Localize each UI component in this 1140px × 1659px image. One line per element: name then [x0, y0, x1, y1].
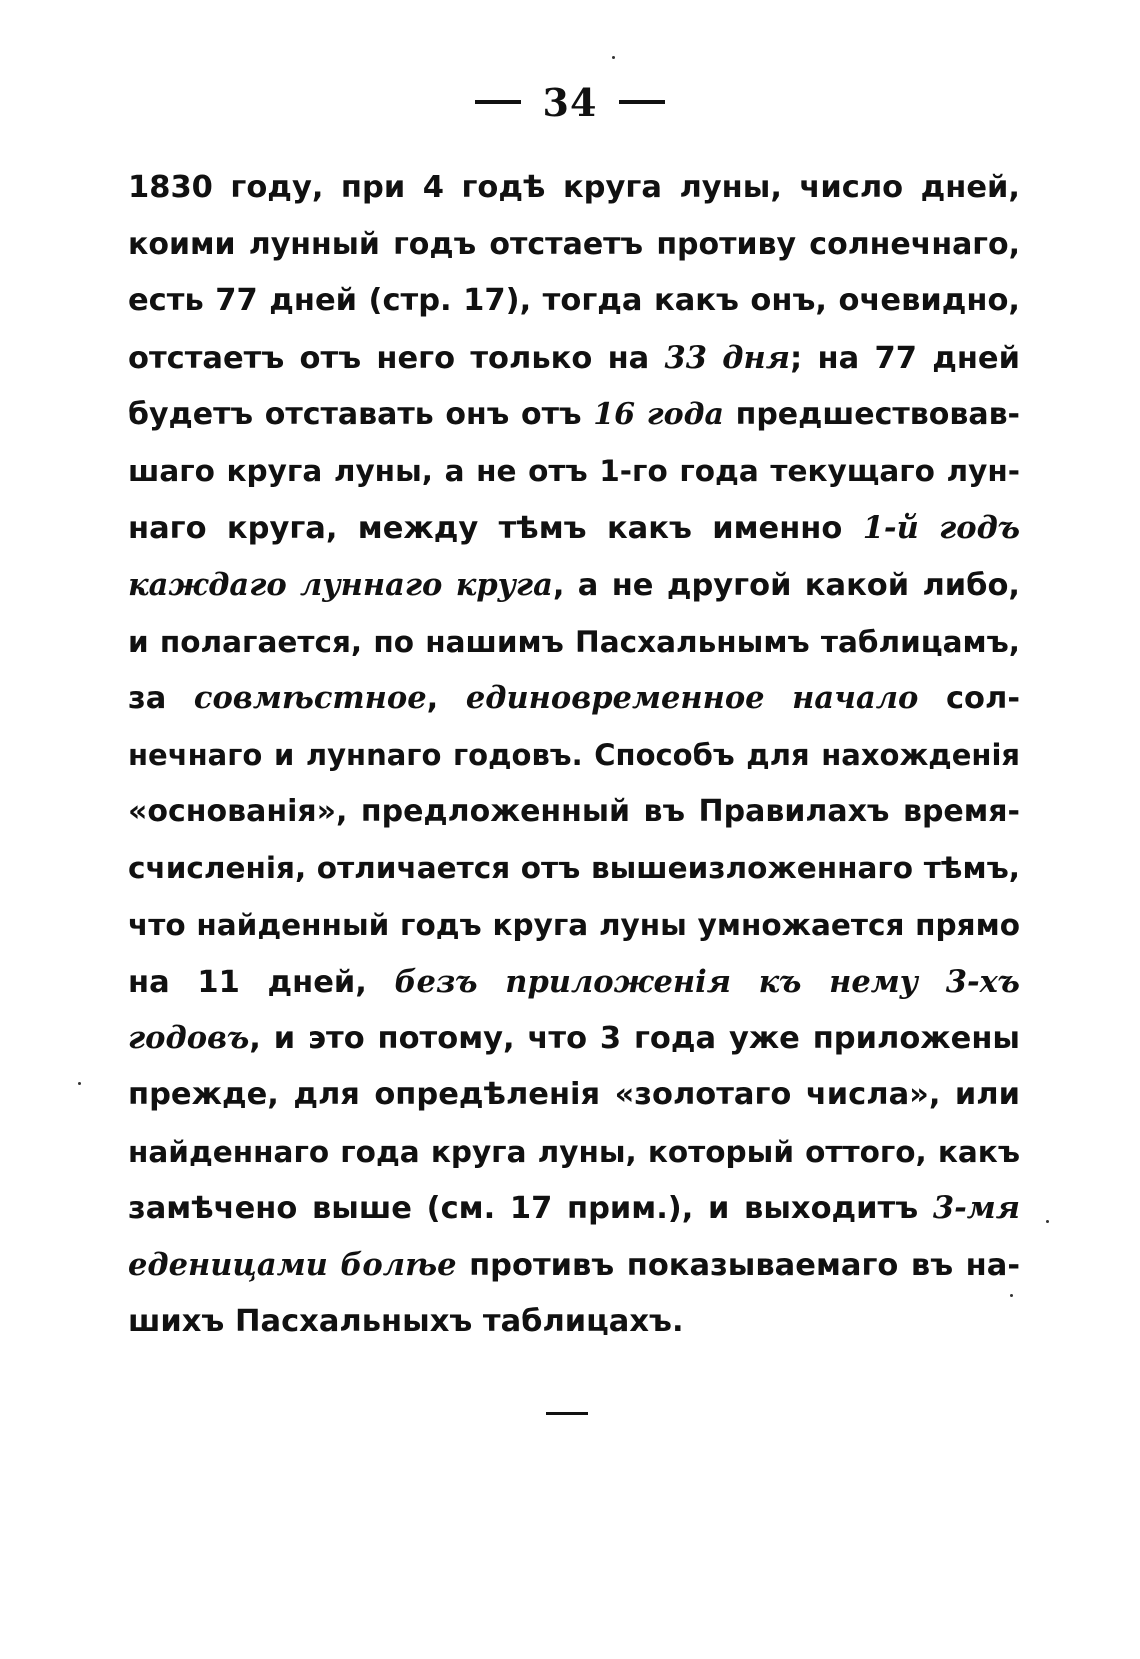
- text-line: [128, 443, 1020, 500]
- text-run: на 11 дней,: [128, 964, 395, 1000]
- print-speck: [1010, 1294, 1013, 1297]
- italic-text: 16 года: [593, 396, 724, 432]
- text-line: [128, 670, 1020, 727]
- text-line: [128, 727, 1020, 784]
- text-run: предшествовав-: [723, 396, 1020, 432]
- text-run: отстаетъ отъ него только на: [128, 341, 665, 377]
- italic-text: единовременное начало: [465, 680, 919, 717]
- text-run: и полагается, по нашимъ Пасхальнымъ таблицамъ,: [128, 624, 1020, 659]
- italic-text: каждаго луннаго круга: [128, 566, 553, 603]
- text-run: шаго круга луны, а не отъ 1-го года текущаго лун-: [128, 454, 1020, 489]
- end-rule: [546, 1412, 588, 1415]
- text-run: коими лунный годъ отстаетъ противу солнечнаго,: [128, 226, 1020, 262]
- italic-text: еденицами болѣе: [128, 1247, 457, 1284]
- text-line: [128, 273, 1020, 330]
- italic-text: совмѣстное: [193, 680, 427, 717]
- text-run: счисленія, отличается отъ вышеизложеннаго тѣмъ,: [128, 851, 1020, 886]
- text-line: [128, 557, 1020, 614]
- text-run: за: [128, 681, 194, 717]
- italic-text: годовъ: [128, 1020, 250, 1057]
- text-line: [128, 387, 1020, 444]
- text-run: есть 77 дней (стр. 17), тогда какъ онъ, очевидно,: [128, 283, 1020, 319]
- text-line: [128, 1067, 1020, 1124]
- print-speck: [612, 56, 615, 59]
- header-dash-right: [619, 100, 665, 104]
- text-run: «основанія», предложенный въ Правилахъ время-: [128, 793, 1020, 829]
- text-run: шихъ Пасхальныхъ таблицахъ.: [128, 1303, 684, 1339]
- text-run: противъ показываемаго въ на-: [456, 1248, 1020, 1284]
- text-line: [128, 840, 1020, 897]
- text-line: [128, 1180, 1020, 1237]
- text-line: [128, 614, 1020, 671]
- print-speck: [78, 1082, 81, 1085]
- text-run: ; на 77 дней: [790, 341, 1020, 377]
- text-run: , и это потому, что 3 года уже приложены: [249, 1021, 1020, 1057]
- italic-text: 1-й годъ: [862, 510, 1020, 547]
- text-run: нечнаго и лунnаго годовъ. Способъ для нахожденія: [128, 737, 1020, 772]
- italic-text: безъ приложенія къ нему 3-хъ: [394, 963, 1020, 1000]
- italic-text: 3-мя: [932, 1190, 1020, 1227]
- text-line: [128, 1237, 1020, 1294]
- text-line: [128, 1294, 1020, 1351]
- text-run: наго круга, между тѣмъ какъ именно: [128, 511, 863, 547]
- page-header: [0, 72, 1140, 132]
- print-speck: [1046, 1220, 1049, 1223]
- text-run: сол-: [918, 681, 1020, 717]
- text-line: [128, 1124, 1020, 1181]
- text-line: [128, 1010, 1020, 1067]
- text-run: что найденный годъ круга луны умножается прямо: [128, 907, 1020, 942]
- text-line: [128, 217, 1020, 274]
- text-run: 1830 году, при 4 годѣ круга луны, число дней,: [128, 170, 1020, 205]
- text-run: ,: [426, 681, 466, 717]
- text-run: будетъ отставать онъ отъ: [128, 396, 594, 432]
- text-line: [128, 897, 1020, 954]
- text-run: прежде, для опредѣленія «золотаго числа», или: [128, 1077, 1020, 1112]
- italic-text: 33 дня: [664, 340, 791, 377]
- text-line: [128, 330, 1020, 387]
- text-line: [128, 160, 1020, 217]
- header-dash-left: [475, 100, 521, 104]
- text-line: [128, 500, 1020, 557]
- text-run: найденнаго года круга луны, который оттого, какъ: [128, 1134, 1020, 1169]
- text-run: , а не другой какой либо,: [552, 567, 1020, 603]
- text-line: [128, 784, 1020, 841]
- text-run: замѣчено выше (см. 17 прим.), и выходитъ: [128, 1191, 933, 1227]
- body-text: [128, 160, 1020, 1350]
- page-number: 34: [542, 79, 598, 125]
- text-line: [128, 954, 1020, 1011]
